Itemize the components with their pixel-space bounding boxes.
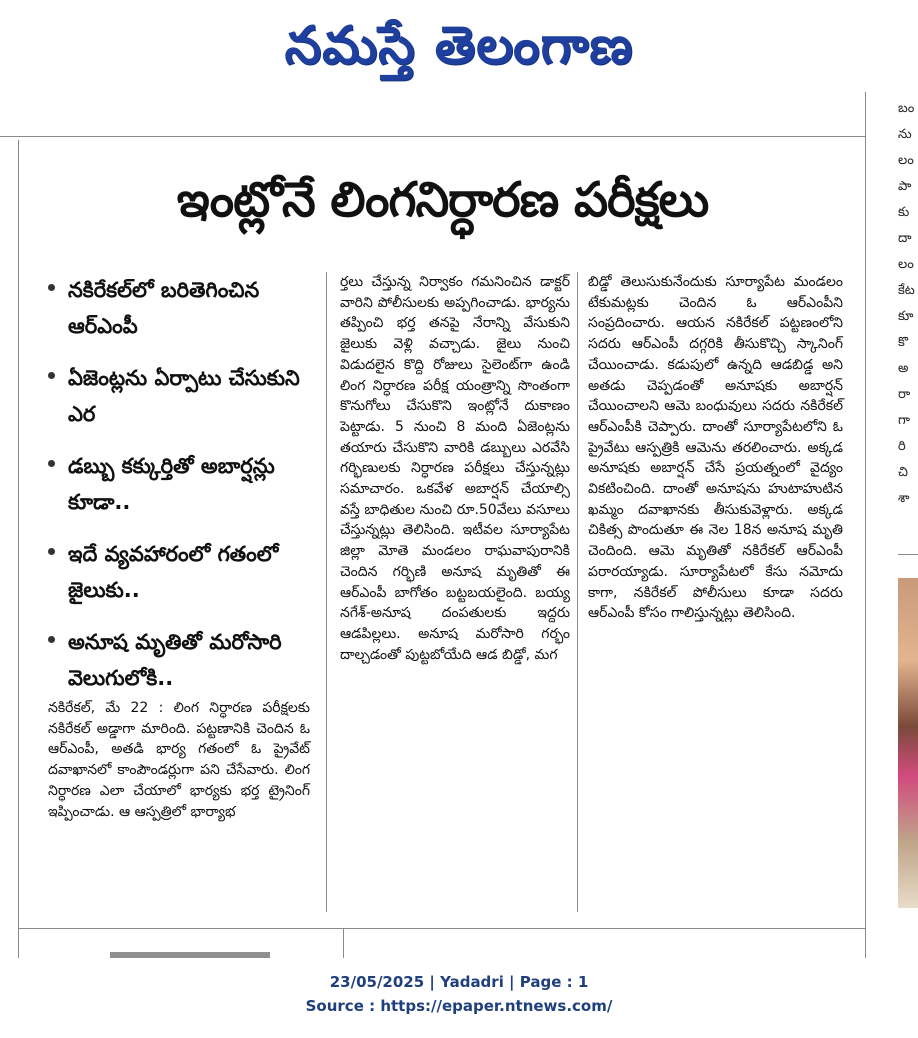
page-footer	[0, 970, 918, 1018]
bottom-divider	[18, 928, 865, 929]
top-divider	[0, 136, 865, 137]
newspaper-logo: నమస్తే తెలంగాణ	[284, 16, 634, 76]
bullet-list	[48, 272, 318, 712]
article-column-2: ర్తలు చేస్తున్న నిర్వాకం గమనించిన డాక్టర్ వారిని పోలీసులకు అప్పగించాడు. భార్యను తప్పించి భర్త తనపై నేరాన్ని వేసుకుని జైలుకు వెళ్లి వచ్చాడు. జైలు నుంచి విడుదలైన కొద్ది రోజులు సైలెంట్‌గా ఉండి లింగ నిర్ధారణ పరీక్ష యంత్రాన్ని సొంతంగా కొనుగోలు చేసుకొని ఇంట్లోనే దుకాణం పెట్టాడు. 5 నుంచి 8 మంది ఏజెంట్లను తయారు చేసుకొని వారికి డబ్బులు ఎరవేసి గర్భిణులకు నిర్ధారణ పరీక్షలు చేస్తున్నట్లు సమాచారం. ఒకవేళ అబార్షన్ చేయాల్సి వస్తే బాధితుల నుంచి రూ.50వేలు వసూలు చేస్తున్నట్లు తెలిసింది. ఇటీవల సూర్యాపేట జిల్లా మోతె మండలం రాఘవాపురానికి చెందిన గర్భిణి అనూష మృతితో ఈ ఆర్‌ఎంపీ బాగోతం బట్టబయలైంది. బయ్య నగేశ్-అనూష దంపతులకు ఇద్దరు ఆడపిల్లలు. అనూష మరోసారి గర్భం దాల్చడంతో పుట్టబోయేది ఆడ బిడ్డో, మగ	[340, 274, 570, 663]
headline: ఇంట్లోనే లింగనిర్ధారణ పరీక్షలు	[176, 172, 709, 228]
bullet-item: ఇదే వ్యవహారంలో గతంలో జైలుకు..	[48, 536, 318, 608]
bullet-item: డబ్బు కక్కుర్తితో అబార్షన్లు కూడా..	[48, 448, 318, 520]
bullet-dot-icon	[48, 372, 55, 379]
bottom-column-divider	[343, 928, 344, 958]
bullet-item: నకిరేకల్‌లో బరితెగించిన ఆర్‌ఎంపీ	[48, 272, 318, 344]
adjacent-article-fragment: బం ను లం పా కు దా లం కేట కూ కొ అ రా గా రి చి శా	[898, 101, 915, 506]
bullet-dot-icon	[48, 284, 55, 291]
bullet-dot-icon	[48, 548, 55, 555]
right-border	[865, 92, 866, 958]
bullet-dot-icon	[48, 460, 55, 467]
article-column-1: నకిరేకల్, మే 22 : లింగ నిర్ధారణ పరీక్షలకు నకిరేకల్ అడ్డాగా మారింది. పట్టణానికి చెందిన ఓ ఆర్‌ఎంపీ, అతడి భార్య గతంలో ఓ ప్రైవేట్ దవాఖానలో కాంపౌండర్లుగా పని చేసేవారు. లింగ నిర్ధారణ ఎలా చేయాలో భార్యకు భర్త ట్రైనింగ్ ఇప్పించాడు. ఆ ఆస్పత్రిలో భార్యాభ	[48, 700, 310, 820]
bullet-item: అనూష మృతితో మరోసారి వెలుగులోకి..	[48, 624, 318, 696]
column-divider-1	[326, 272, 327, 912]
next-article-fragment	[110, 952, 270, 958]
newspaper-clip	[0, 92, 918, 958]
article-column-3: బిడ్డో తెలుసుకునేందుకు సూర్యాపేట మండలం టేకుమట్లకు చెందిన ఓ ఆర్‌ఎంపీని సంప్రదించారు. ఆయన నకిరేకల్ పట్టణంలోని సదరు ఆర్‌ఎంపీ దగ్గరికి తీసుకొచ్చి స్కానింగ్ చేయించాడు. కడుపులో ఉన్నది ఆడబిడ్డ అని అతడు చెప్పడంతో అనూషకు అబార్షన్ చేయించాలని ఆమె బంధువులు సదరు నకిరేకల్ ఆర్‌ఎంపీకి చెప్పారు. దాంతో సూర్యాపేటలోని ఓ ప్రైవేటు ఆస్పత్రికి ఆమెను తరలించారు. అక్కడ అనూషకు అబార్షన్ చేసే ప్రయత్నంలో వైద్యం వికటించింది. దాంతో అనూషను హుటాహుటిన ఖమ్మం దవాఖానకు తీసుకువెళ్లారు. అక్కడ చికిత్స పొందుతూ ఈ నెల 18న అనూష మృతి చెందింది. ఆమె మృతితో నకిరేకల్ ఆర్‌ఎంపీ పరారయ్యాడు. సూర్యాపేటలో కేసు నమోదు కాగా, నకిరేకల్ పోలీసులు కూడా సదరు ఆర్‌ఎంపీ కోసం గాలిస్తున్నట్లు తెలిసింది.	[588, 274, 843, 622]
bullet-dot-icon	[48, 636, 55, 643]
column-divider-2	[577, 272, 578, 912]
footer-date-edition: 23/05/2025 | Yadadri | Page : 1	[329, 973, 589, 991]
adjacent-photo-fragment	[898, 578, 918, 908]
masthead	[0, 0, 918, 92]
footer-source: Source : https://epaper.ntnews.com/	[305, 997, 613, 1015]
side-divider	[898, 554, 918, 555]
bullet-item: ఏజెంట్లను ఏర్పాటు చేసుకుని ఎర	[48, 360, 318, 432]
left-border	[18, 140, 19, 958]
